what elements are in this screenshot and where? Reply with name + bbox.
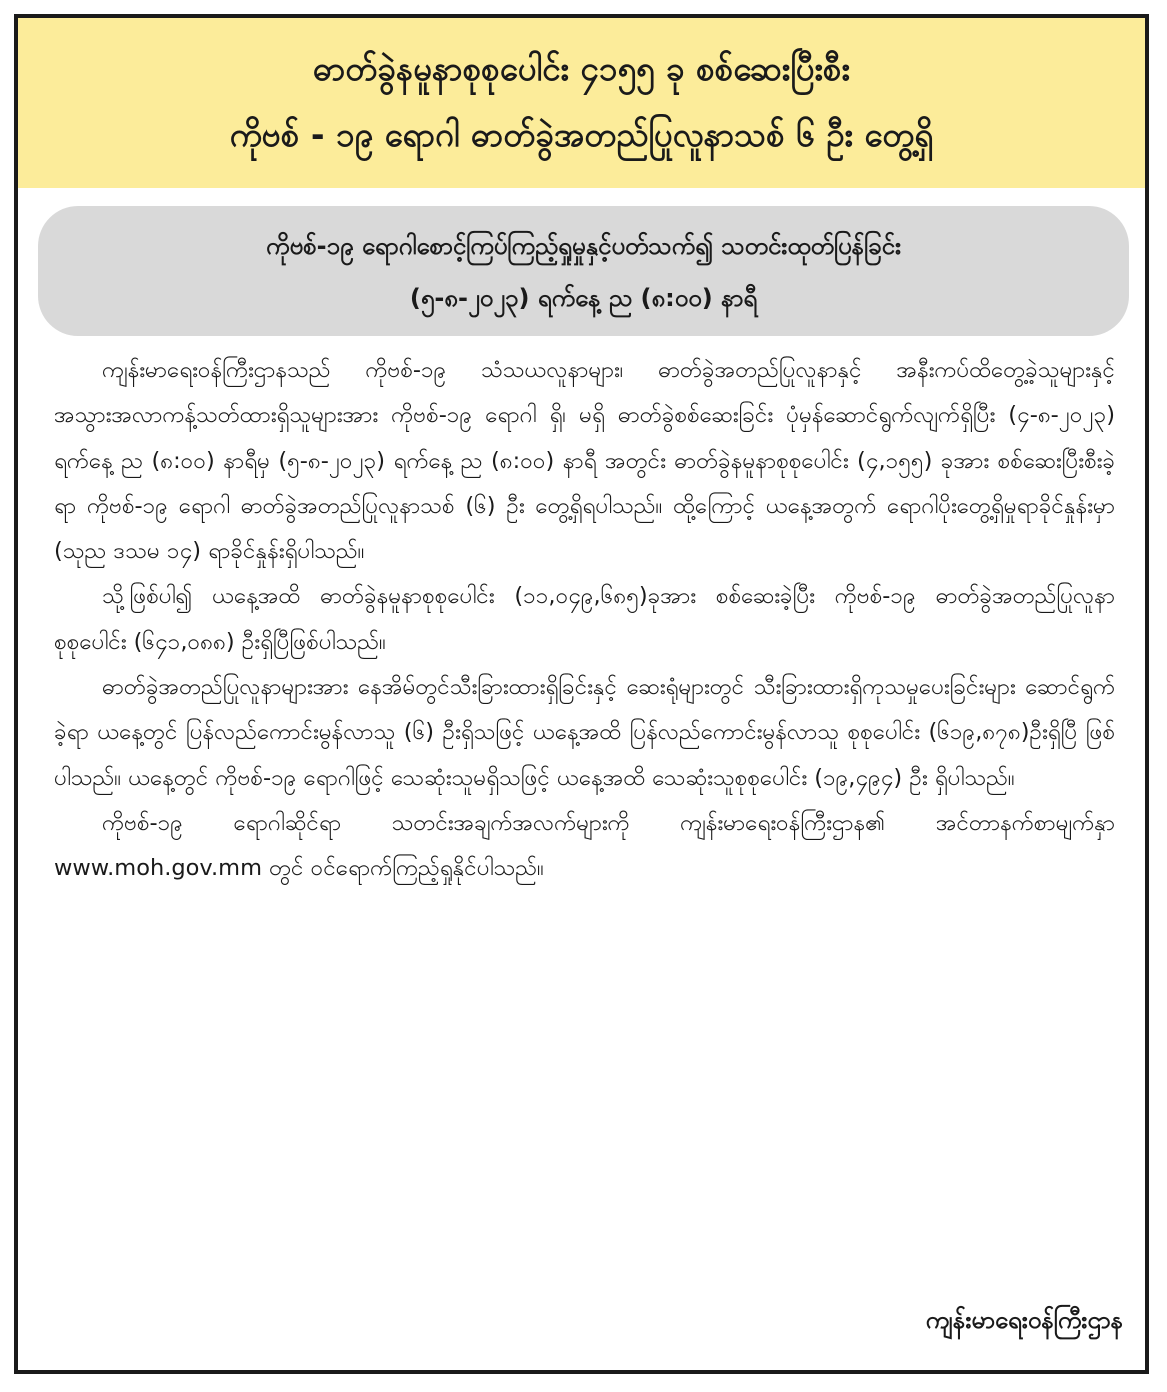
paragraph-recoveries-deaths: ဓာတ်ခွဲအတည်ပြုလူနာများအား နေအိမ်တွင်သီးခြားထားရှိခြင်းနှင့် ဆေးရုံများတွင် သီးခြားထားရှိကုသမှုပေးခြင်းများ ဆောင်ရွက်ခဲ့ရာ ယနေ့တွင် ပြန်လည်ကောင်းမွန်လာသူ (၆) ဦးရှိသဖြင့် ယနေ့အထိ ပြန်လည်ကောင်းမွန်လာသူ စုစုပေါင်း (၆၁၉,၈၇၈)ဦးရှိပြီ ဖြစ်ပါသည်။ ယနေ့တွင် ကိုဗစ်-၁၉ ရောဂါဖြင့် သေဆုံးသူမရှိသဖြင့် ယနေ့အထိ သေဆုံးသူစုစုပေါင်း (၁၉,၄၉၄) ဦး ရှိပါသည်။ <box>54 674 1115 791</box>
paragraph-website-info: ကိုဗစ်-၁၉ ရောဂါဆိုင်ရာ သတင်းအချက်အလက်များကို ကျန်းမာရေးဝန်ကြီးဌာန၏ အင်တာနက်စာမျက်နှာ www.moh.gov.mm တွင် ဝင်ရောက်ကြည့်ရှုနိုင်ပါသည်။ <box>54 809 1115 882</box>
ministry-signature: ကျန်းမာရေးဝန်ကြီးဌာန <box>925 1306 1123 1334</box>
body-text <box>54 348 1115 892</box>
paragraph-testing-summary: ကျန်းမာရေးဝန်ကြီးဌာနသည် ကိုဗစ်-၁၉ သံသယလူနာများ၊ ဓာတ်ခွဲအတည်ပြုလူနာနှင့် အနီးကပ်ထိတွေ့ခဲ့သူများနှင့် အသွားအလာကန့်သတ်ထားရှိသူများအား ကိုဗစ်-၁၉ ရောဂါ ရှိ၊ မရှိ ဓာတ်ခွဲစစ်ဆေးခြင်း ပုံမှန်ဆောင်ရွက်လျက်ရှိပြီး (၄-၈-၂၀၂၃) ရက်နေ့ ည (၈:၀၀) နာရီမှ (၅-၈-၂၀၂၃) ရက်နေ့ ည (၈:၀၀) နာရီ အတွင်း ဓာတ်ခွဲနမူနာစုစုပေါင်း (၄,၁၅၅) ခုအား စစ်ဆေးပြီးစီးခဲ့ရာ ကိုဗစ်-၁၉ ရောဂါ ဓာတ်ခွဲအတည်ပြုလူနာသစ် (၆) ဦး တွေ့ရှိရပါသည်။ ထို့ကြောင့် ယနေ့အတွက် ရောဂါပိုးတွေ့ရှိမှုရာခိုင်နှုန်းမှာ (သုည ဒသမ ၁၄) ရာခိုင်နှုန်းရှိပါသည်။ <box>54 357 1115 565</box>
headline-banner <box>18 18 1145 188</box>
subheading-date: (၅-၈-၂၀၂၃) ရက်နေ့ ည (၈:၀၀) နာရီ <box>409 284 758 312</box>
headline-line-1: ဓာတ်ခွဲနမူနာစုစုပေါင်း ၄၁၅၅ ခု စစ်ဆေးပြီးစီး <box>313 49 850 88</box>
subheading-title: ကိုဗစ်-၁၉ ရောဂါစောင့်ကြပ်ကြည့်ရှုမှုနှင့်ပတ်သက်၍ သတင်းထုတ်ပြန်ခြင်း <box>265 232 902 260</box>
announcement-frame <box>14 14 1149 1374</box>
subheading-box <box>38 206 1129 336</box>
headline-line-2: ကိုဗစ် - ၁၉ ရောဂါ ဓာတ်ခွဲအတည်ပြုလူနာသစ် ၆ ဦး တွေ့ရှိ <box>229 115 934 154</box>
paragraph-cumulative-cases: သို့ဖြစ်ပါ၍ ယနေ့အထိ ဓာတ်ခွဲနမူနာစုစုပေါင်း (၁၁,၀၄၉,၆၈၅)ခုအား စစ်ဆေးခဲ့ပြီး ကိုဗစ်-၁၉ ဓာတ်ခွဲအတည်ပြုလူနာ စုစုပေါင်း (၆၄၁,၀၈၈) ဦးရှိပြီဖြစ်ပါသည်။ <box>54 583 1115 655</box>
